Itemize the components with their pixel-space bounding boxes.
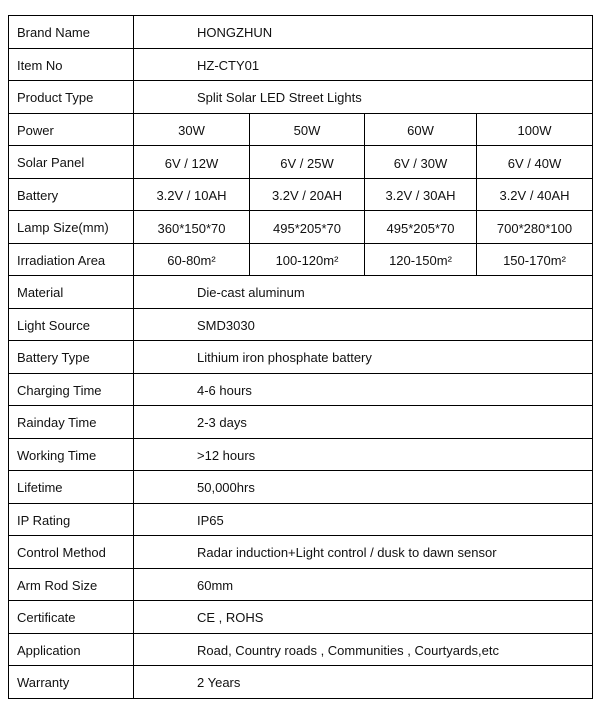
table-row	[9, 601, 593, 634]
table-row	[9, 341, 593, 374]
row-label-brand: Brand Name	[9, 16, 134, 49]
row-label-warranty: Warranty	[9, 666, 134, 699]
table-row	[9, 373, 593, 406]
power-cell: 30W	[134, 113, 250, 146]
power-cell: 60W	[365, 113, 477, 146]
table-row	[9, 536, 593, 569]
solar-panel-cell: 6V / 30W	[365, 146, 477, 179]
row-value-ip-rating: IP65	[134, 503, 593, 536]
row-label-material: Material	[9, 276, 134, 309]
row-label-certificate: Certificate	[9, 601, 134, 634]
table-row	[9, 146, 593, 179]
row-label-arm-rod-size: Arm Rod Size	[9, 568, 134, 601]
table-row	[9, 48, 593, 81]
table-row	[9, 503, 593, 536]
row-value-battery-type: Lithium iron phosphate battery	[134, 341, 593, 374]
row-label-control-method: Control Method	[9, 536, 134, 569]
row-label-working-time: Working Time	[9, 438, 134, 471]
lamp-size-cell: 360*150*70	[134, 211, 250, 244]
row-label-lifetime: Lifetime	[9, 471, 134, 504]
table-row	[9, 243, 593, 276]
power-cell: 100W	[477, 113, 593, 146]
battery-cell: 3.2V / 20AH	[250, 178, 365, 211]
table-row	[9, 16, 593, 49]
lamp-size-cell: 495*205*70	[365, 211, 477, 244]
table-row	[9, 633, 593, 666]
row-value-item: HZ-CTY01	[134, 48, 593, 81]
row-value-control-method: Radar induction+Light control / dusk to dawn sensor	[134, 536, 593, 569]
table-row	[9, 211, 593, 244]
solar-panel-cell: 6V / 25W	[250, 146, 365, 179]
row-label-irradiation: Irradiation Area	[9, 243, 134, 276]
battery-cell: 3.2V / 40AH	[477, 178, 593, 211]
table-row	[9, 81, 593, 114]
row-value-arm-rod-size: 60mm	[134, 568, 593, 601]
solar-panel-cell: 6V / 12W	[134, 146, 250, 179]
row-value-material: Die-cast aluminum	[134, 276, 593, 309]
row-value-rainday-time: 2-3 days	[134, 406, 593, 439]
table-row	[9, 178, 593, 211]
row-value-warranty: 2 Years	[134, 666, 593, 699]
row-label-charging-time: Charging Time	[9, 373, 134, 406]
lamp-size-cell: 700*280*100	[477, 211, 593, 244]
row-label-ip-rating: IP Rating	[9, 503, 134, 536]
row-label-battery: Battery	[9, 178, 134, 211]
row-value-certificate: CE , ROHS	[134, 601, 593, 634]
table-row	[9, 666, 593, 699]
table-row	[9, 308, 593, 341]
row-value-charging-time: 4-6 hours	[134, 373, 593, 406]
power-cell: 50W	[250, 113, 365, 146]
row-value-application: Road, Country roads , Communities , Courtyards,etc	[134, 633, 593, 666]
row-value-light-source: SMD3030	[134, 308, 593, 341]
row-label-product-type: Product Type	[9, 81, 134, 114]
table-row	[9, 276, 593, 309]
row-value-working-time: >12 hours	[134, 438, 593, 471]
battery-cell: 3.2V / 30AH	[365, 178, 477, 211]
table-row	[9, 113, 593, 146]
table-row	[9, 568, 593, 601]
row-value-lifetime: 50,000hrs	[134, 471, 593, 504]
row-value-product-type: Split Solar LED Street Lights	[134, 81, 593, 114]
row-label-lamp-size: Lamp Size(mm)	[9, 211, 134, 244]
row-value-brand: HONGZHUN	[134, 16, 593, 49]
solar-panel-cell: 6V / 40W	[477, 146, 593, 179]
irradiation-cell: 120-150m²	[365, 243, 477, 276]
row-label-power: Power	[9, 113, 134, 146]
row-label-light-source: Light Source	[9, 308, 134, 341]
lamp-size-cell: 495*205*70	[250, 211, 365, 244]
table-row	[9, 406, 593, 439]
row-label-item: Item No	[9, 48, 134, 81]
row-label-rainday-time: Rainday Time	[9, 406, 134, 439]
row-label-battery-type: Battery Type	[9, 341, 134, 374]
spec-table	[8, 15, 593, 699]
row-label-application: Application	[9, 633, 134, 666]
irradiation-cell: 150-170m²	[477, 243, 593, 276]
table-row	[9, 471, 593, 504]
table-row	[9, 438, 593, 471]
row-label-solar-panel: Solar Panel	[9, 146, 134, 179]
battery-cell: 3.2V / 10AH	[134, 178, 250, 211]
irradiation-cell: 100-120m²	[250, 243, 365, 276]
irradiation-cell: 60-80m²	[134, 243, 250, 276]
